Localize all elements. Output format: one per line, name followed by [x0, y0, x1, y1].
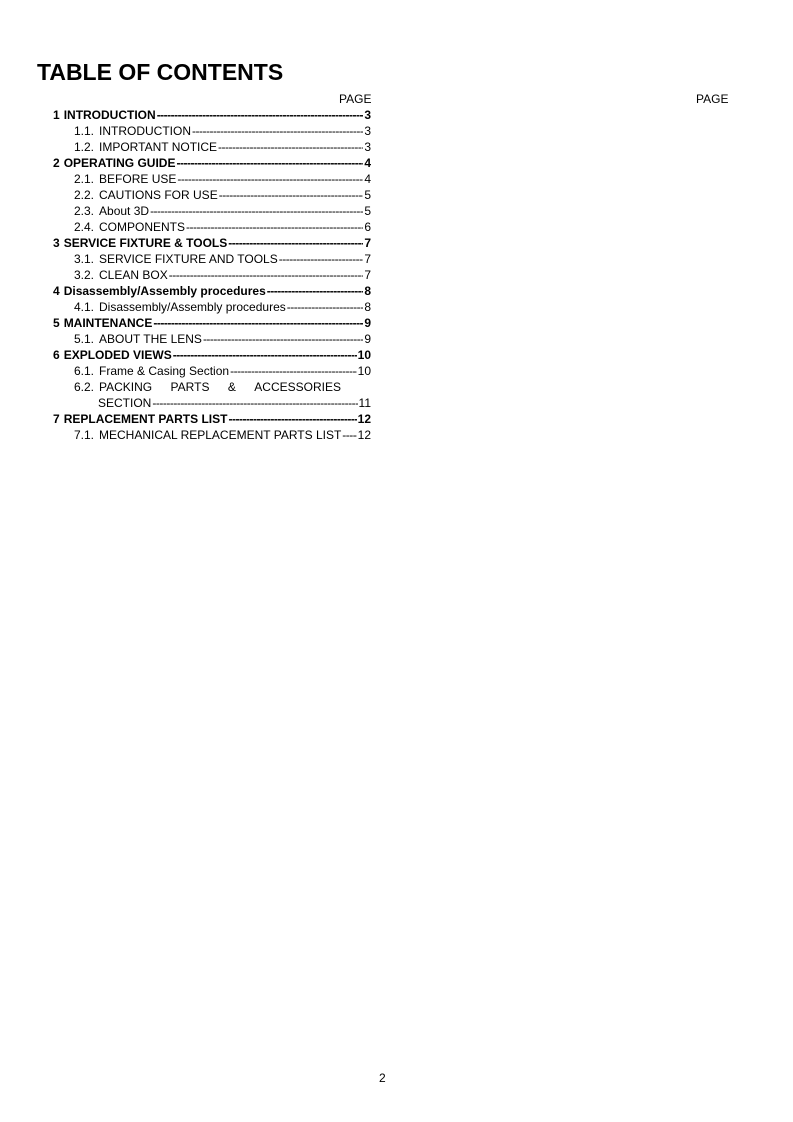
- toc-entry-number: 6.1.: [74, 364, 95, 378]
- toc-entry-label: REPLACEMENT PARTS LIST: [63, 412, 228, 426]
- toc-entry[interactable]: [53, 299, 371, 315]
- dot-leader: [173, 347, 357, 363]
- toc-entry-label: Disassembly/Assembly procedures: [99, 300, 286, 314]
- page-column-heading-left: PAGE: [339, 92, 372, 106]
- toc-entry-label: IMPORTANT NOTICE: [99, 140, 218, 154]
- toc-entry[interactable]: [53, 139, 371, 155]
- toc-entry-label: INTRODUCTION: [99, 124, 192, 138]
- toc-entry[interactable]: [53, 251, 371, 267]
- dot-leader: [228, 235, 363, 251]
- toc-entry-number: 5.1.: [74, 332, 95, 346]
- toc-entry[interactable]: [53, 171, 371, 187]
- toc-entry-number: 6.2.: [74, 380, 95, 394]
- dot-leader: [152, 395, 357, 411]
- toc-entry-number: 5: [53, 316, 60, 330]
- dot-leader: [186, 219, 363, 235]
- dot-leader: [150, 203, 363, 219]
- toc-entry[interactable]: [53, 411, 371, 427]
- toc-entry-page: 7: [364, 252, 371, 266]
- toc-entry-page: 5: [364, 204, 371, 218]
- toc-entry-page: 11: [358, 396, 371, 410]
- toc-entry-number: 2.4.: [74, 220, 95, 234]
- toc-entry-label-word: &: [227, 380, 236, 394]
- toc-entry-label: EXPLODED VIEWS: [63, 348, 172, 362]
- toc-entry-label-word: PARTS: [170, 380, 210, 394]
- toc-entry-page: 6: [364, 220, 371, 234]
- dot-leader: [287, 299, 364, 315]
- page-title: TABLE OF CONTENTS: [37, 59, 284, 85]
- toc-entry[interactable]: [53, 427, 371, 443]
- toc-entry-page: 5: [364, 188, 371, 202]
- toc-entry-page: 9: [364, 316, 371, 330]
- toc-entry-label: OPERATING GUIDE: [63, 156, 176, 170]
- toc-entry-label: COMPONENTS: [99, 220, 186, 234]
- toc-entry-number: 2: [53, 156, 60, 170]
- toc-entry-page: 12: [357, 428, 371, 442]
- toc-entry[interactable]: [53, 267, 371, 283]
- toc-entry-label: Frame & Casing Section: [99, 364, 230, 378]
- toc-entry-label: INTRODUCTION: [63, 108, 156, 122]
- toc-entry[interactable]: [53, 155, 371, 171]
- toc-entry[interactable]: [53, 219, 371, 235]
- toc-entry-label: About 3D: [99, 204, 150, 218]
- toc-entry-label: SERVICE FIXTURE AND TOOLS: [99, 252, 278, 266]
- toc-entry-label: Disassembly/Assembly procedures: [63, 284, 266, 298]
- dot-leader: [153, 315, 363, 331]
- toc-entry[interactable]: [53, 123, 371, 139]
- toc-entry[interactable]: [53, 363, 371, 379]
- toc-entry[interactable]: [53, 107, 371, 123]
- dot-leader: [342, 427, 356, 443]
- toc-entry-page: 8: [364, 300, 371, 314]
- dot-leader: [267, 283, 364, 299]
- toc-entry-page: 7: [364, 236, 371, 250]
- toc-entry-label-word: ACCESSORIES: [254, 380, 341, 394]
- toc-entry-page: 8: [364, 284, 371, 298]
- toc-entry-number: 1.2.: [74, 140, 95, 154]
- toc-entry-label: SECTION: [98, 396, 152, 410]
- toc-entry-number: 2.3.: [74, 204, 95, 218]
- dot-leader: [192, 123, 363, 139]
- dot-leader: [219, 187, 364, 203]
- toc-entry-number: 3: [53, 236, 60, 250]
- table-of-contents: [53, 107, 371, 443]
- dot-leader: [177, 171, 363, 187]
- toc-entry-label-word: PACKING: [99, 380, 153, 394]
- toc-entry-label: CAUTIONS FOR USE: [99, 188, 218, 202]
- page-number: 2: [379, 1071, 386, 1085]
- toc-entry-number: 2.2.: [74, 188, 95, 202]
- dot-leader: [228, 411, 356, 427]
- toc-entry[interactable]: [53, 331, 371, 347]
- toc-entry-label: ABOUT THE LENS: [99, 332, 202, 346]
- toc-entry-page: 4: [364, 172, 371, 186]
- toc-entry[interactable]: [53, 235, 371, 251]
- toc-entry[interactable]: [53, 315, 371, 331]
- toc-entry-label: BEFORE USE: [99, 172, 177, 186]
- toc-entry-page: 3: [364, 124, 371, 138]
- toc-entry-number: 4.1.: [74, 300, 95, 314]
- toc-entry-page: 3: [364, 140, 371, 154]
- toc-entry[interactable]: [53, 283, 371, 299]
- toc-entry-page: 7: [364, 268, 371, 282]
- page-column-heading-right: PAGE: [696, 92, 729, 106]
- toc-entry-page: 10: [357, 364, 371, 378]
- toc-entry-page: 3: [364, 108, 371, 122]
- toc-entry-label: SERVICE FIXTURE & TOOLS: [63, 236, 228, 250]
- dot-leader: [279, 251, 364, 267]
- toc-entry-number: 1.1.: [74, 124, 95, 138]
- toc-entry[interactable]: [53, 379, 371, 395]
- toc-entry-number: 7.1.: [74, 428, 95, 442]
- toc-entry-page: 12: [357, 412, 371, 426]
- dot-leader: [169, 267, 364, 283]
- toc-entry-label: [99, 379, 371, 395]
- toc-entry-number: 3.2.: [74, 268, 95, 282]
- dot-leader: [176, 155, 363, 171]
- toc-entry-number: 3.1.: [74, 252, 95, 266]
- toc-entry-page: 9: [364, 332, 371, 346]
- toc-entry-number: 7: [53, 412, 60, 426]
- dot-leader: [157, 107, 364, 123]
- toc-entry[interactable]: [53, 187, 371, 203]
- dot-leader: [230, 363, 357, 379]
- toc-entry-number: 2.1.: [74, 172, 95, 186]
- dot-leader: [218, 139, 363, 155]
- toc-entry-label: MAINTENANCE: [63, 316, 153, 330]
- toc-entry-label: CLEAN BOX: [99, 268, 168, 282]
- toc-entry-number: 6: [53, 348, 60, 362]
- toc-entry[interactable]: [53, 347, 371, 363]
- toc-entry-page: 4: [364, 156, 371, 170]
- toc-entry[interactable]: [53, 203, 371, 219]
- toc-entry-continuation[interactable]: [53, 395, 371, 411]
- dot-leader: [203, 331, 363, 347]
- toc-entry-page: 10: [357, 348, 371, 362]
- toc-entry-label: MECHANICAL REPLACEMENT PARTS LIST: [99, 428, 342, 442]
- toc-entry-number: 1: [53, 108, 60, 122]
- toc-entry-number: 4: [53, 284, 60, 298]
